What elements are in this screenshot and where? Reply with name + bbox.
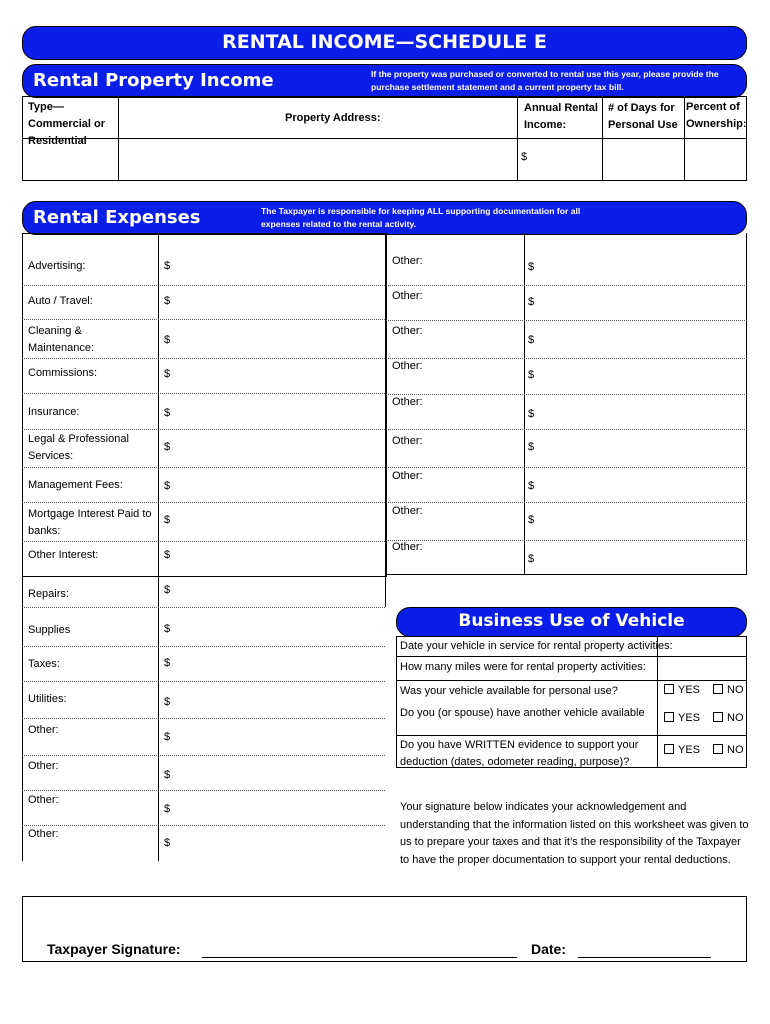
date-label: Date: bbox=[531, 941, 567, 957]
advertising-amount[interactable]: $ bbox=[164, 260, 171, 272]
expense-other-label-4: Other: bbox=[28, 828, 59, 840]
right-other-amount-7[interactable]: $ bbox=[528, 480, 535, 492]
q4-no-label: NO bbox=[727, 712, 744, 724]
q3-no-checkbox[interactable] bbox=[713, 684, 744, 696]
vehicle-q3: Was your vehicle available for personal use? bbox=[400, 685, 618, 697]
acknowledgement-text: Your signature below indicates your acknowledgement and understanding that the information listed on this worksheet was given to us to prepare your taxes and that it’s the responsibility of the Taxpayer to have the proper documentation to support your rental deductions. bbox=[400, 801, 749, 866]
right-other-label-5: Other: bbox=[392, 396, 423, 408]
right-other-label-8: Other: bbox=[392, 505, 423, 517]
personal-days-field[interactable] bbox=[603, 139, 684, 180]
right-other-label-6: Other: bbox=[392, 435, 423, 447]
right-other-amount-4[interactable]: $ bbox=[528, 369, 535, 381]
address-field[interactable] bbox=[119, 139, 517, 180]
ownership-field[interactable] bbox=[685, 139, 746, 180]
date-line[interactable] bbox=[578, 957, 711, 958]
q4-no-checkbox[interactable] bbox=[713, 712, 744, 724]
vehicle-q5: Do you have WRITTEN evidence to support your deduction (dates, odometer reading, purpose)? bbox=[400, 739, 639, 768]
right-other-label-7: Other: bbox=[392, 470, 423, 482]
col-percent-header: Percent of Ownership: bbox=[686, 101, 747, 130]
expense-mortgage-label: Mortgage Interest Paid to banks: bbox=[28, 508, 152, 537]
right-other-amount-3[interactable]: $ bbox=[528, 334, 535, 346]
vehicle-heading: Business Use of Vehicle bbox=[458, 611, 685, 631]
income-heading: Rental Property Income bbox=[33, 70, 274, 91]
q5-yes-checkbox[interactable] bbox=[664, 744, 700, 756]
signature-line[interactable] bbox=[202, 957, 517, 958]
taxes-amount[interactable]: $ bbox=[164, 657, 171, 669]
legal-amount[interactable]: $ bbox=[164, 441, 171, 453]
commissions-amount[interactable]: $ bbox=[164, 368, 171, 380]
vehicle-banner bbox=[396, 607, 747, 637]
type-field[interactable] bbox=[23, 139, 118, 180]
expense-taxes-label: Taxes: bbox=[28, 658, 60, 670]
expense-management-label: Management Fees: bbox=[28, 479, 123, 491]
col-address-header: Property Address: bbox=[285, 112, 381, 124]
expense-other-label-2: Other: bbox=[28, 760, 59, 772]
expense-advertising-label: Advertising: bbox=[28, 260, 86, 272]
expense-utilities-label: Utilities: bbox=[28, 693, 67, 705]
vehicle-miles-field[interactable] bbox=[658, 657, 746, 680]
income-note: If the property was purchased or converted to rental use this year, please provide the purchase settlement statement and a current property tax bill. bbox=[371, 69, 719, 92]
income-banner bbox=[22, 64, 747, 98]
other-amount-1[interactable]: $ bbox=[164, 731, 171, 743]
col-type-header: Type—Commercial or Residential bbox=[28, 101, 106, 147]
other-amount-2[interactable]: $ bbox=[164, 769, 171, 781]
signature-label: Taxpayer Signature: bbox=[47, 941, 181, 957]
title-banner bbox=[22, 26, 747, 60]
expense-other-label-1: Other: bbox=[28, 724, 59, 736]
q5-yes-label: YES bbox=[678, 744, 701, 756]
q3-yes-checkbox[interactable] bbox=[664, 684, 700, 696]
other-amount-3[interactable]: $ bbox=[164, 803, 171, 815]
other-amount-4[interactable]: $ bbox=[164, 837, 171, 849]
right-other-amount-9[interactable]: $ bbox=[528, 553, 535, 565]
right-other-label-1: Other: bbox=[392, 255, 423, 267]
auto-travel-amount[interactable]: $ bbox=[164, 295, 171, 307]
expense-auto-travel-label: Auto / Travel: bbox=[28, 295, 93, 307]
vehicle-service-date-field[interactable] bbox=[658, 637, 746, 656]
expense-legal-label: Legal & Professional Services: bbox=[28, 433, 129, 462]
right-other-label-2: Other: bbox=[392, 290, 423, 302]
vehicle-q4: Do you (or spouse) have another vehicle available bbox=[400, 707, 645, 719]
right-other-label-4: Other: bbox=[392, 360, 423, 372]
right-other-amount-1[interactable]: $ bbox=[528, 261, 535, 273]
expenses-note: The Taxpayer is responsible for keeping ALL supporting documentation for all expenses related to the rental activity. bbox=[261, 206, 581, 229]
right-other-amount-6[interactable]: $ bbox=[528, 441, 535, 453]
col-days-header: # of Days for Personal Use bbox=[608, 102, 678, 131]
vehicle-q1: Date your vehicle in service for rental property activities: bbox=[400, 640, 673, 652]
expense-repairs-label: Repairs: bbox=[28, 588, 69, 600]
cleaning-amount[interactable]: $ bbox=[164, 334, 171, 346]
vehicle-q2: How many miles were for rental property activities: bbox=[400, 661, 646, 673]
expenses-heading: Rental Expenses bbox=[33, 207, 201, 228]
page-title: RENTAL INCOME—SCHEDULE E bbox=[222, 31, 547, 53]
q5-no-checkbox[interactable] bbox=[713, 744, 744, 756]
expense-commissions-label: Commissions: bbox=[28, 367, 98, 379]
utilities-amount[interactable]: $ bbox=[164, 696, 171, 708]
mortgage-amount[interactable]: $ bbox=[164, 514, 171, 526]
q4-yes-checkbox[interactable] bbox=[664, 712, 700, 724]
expense-other-interest-label: Other Interest: bbox=[28, 549, 99, 561]
expenses-banner bbox=[22, 201, 747, 235]
expense-insurance-label: Insurance: bbox=[28, 406, 80, 418]
expense-cleaning-label: Cleaning & Maintenance: bbox=[28, 325, 95, 354]
other-interest-amount[interactable]: $ bbox=[164, 549, 171, 561]
repairs-amount[interactable]: $ bbox=[164, 584, 171, 596]
right-other-amount-2[interactable]: $ bbox=[528, 296, 535, 308]
right-other-label-9: Other: bbox=[392, 541, 423, 553]
expense-supplies-label: Supplies bbox=[28, 624, 71, 636]
supplies-amount[interactable]: $ bbox=[164, 623, 171, 635]
q5-no-label: NO bbox=[727, 744, 744, 756]
right-other-amount-8[interactable]: $ bbox=[528, 514, 535, 526]
q3-no-label: NO bbox=[727, 684, 744, 696]
management-amount[interactable]: $ bbox=[164, 480, 171, 492]
expense-other-label-3: Other: bbox=[28, 794, 59, 806]
q3-yes-label: YES bbox=[678, 684, 701, 696]
insurance-amount[interactable]: $ bbox=[164, 407, 171, 419]
q4-yes-label: YES bbox=[678, 712, 701, 724]
annual-income-field[interactable]: $ bbox=[521, 151, 528, 163]
right-other-label-3: Other: bbox=[392, 325, 423, 337]
col-annual-header: Annual Rental Income: bbox=[524, 102, 598, 131]
right-other-amount-5[interactable]: $ bbox=[528, 408, 535, 420]
